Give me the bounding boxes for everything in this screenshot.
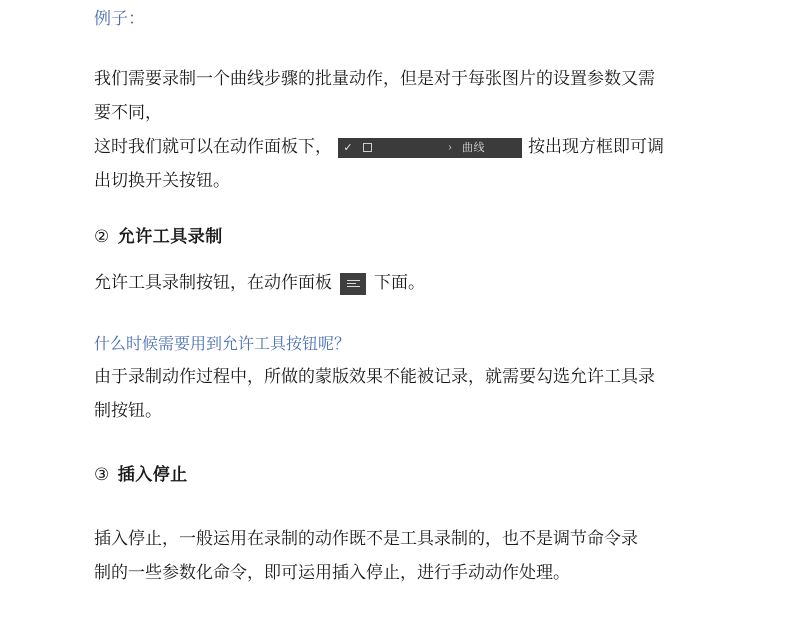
action-panel-row-widget[interactable] [338, 138, 522, 158]
section-2-text-before: 允许工具录制按钮，在动作面板 [94, 272, 332, 292]
section-2-title-text: 允许工具录制 [117, 226, 223, 246]
section-3-body-line-1: 插入停止，一般运用在录制的动作既不是工具录制的，也不是调节命令录 [94, 528, 638, 548]
paragraph-1-line-1: 我们需要录制一个曲线步骤的批量动作，但是对于每张图片的设置参数又需 [94, 68, 655, 88]
square-icon[interactable] [358, 143, 376, 152]
paragraph-1-line-2: 要不同， [94, 102, 162, 122]
section-2-number: ② [94, 226, 110, 246]
paragraph-2-text-before: 这时我们就可以在动作面板下， [94, 136, 332, 156]
paragraph-2-text-after: 按出现方框即可调 [528, 136, 664, 156]
paragraph-2-line-2: 出切换开关按钮。 [94, 170, 230, 190]
section-2-title [94, 220, 694, 254]
paragraph-2-line-1 [94, 130, 694, 164]
section-2-question: 什么时候需要用到允许工具按钮呢？ [94, 335, 351, 353]
section-3-title-text: 插入停止 [117, 464, 188, 484]
example-heading: 例子： [94, 9, 145, 28]
check-icon[interactable]: ✓ [343, 141, 353, 154]
section-2-line [94, 266, 694, 300]
section-3-title [94, 458, 694, 492]
action-bar-label: 曲线 [462, 141, 485, 154]
section-2-answer-line-1: 由于录制动作过程中，所做的蒙版效果不能被记录，就需要勾选允许工具录 [94, 366, 655, 386]
chevron-right-icon[interactable]: › [448, 141, 452, 153]
section-3-body-line-2: 制的一些参数化命令，即可运用插入停止，进行手动动作处理。 [94, 562, 570, 582]
section-2-text-after: 下面。 [374, 272, 425, 292]
hamburger-lines [347, 278, 360, 289]
section-3-number: ③ [94, 464, 110, 484]
panel-menu-icon[interactable] [340, 273, 366, 295]
section-2-answer-line-2: 制按钮。 [94, 400, 162, 420]
